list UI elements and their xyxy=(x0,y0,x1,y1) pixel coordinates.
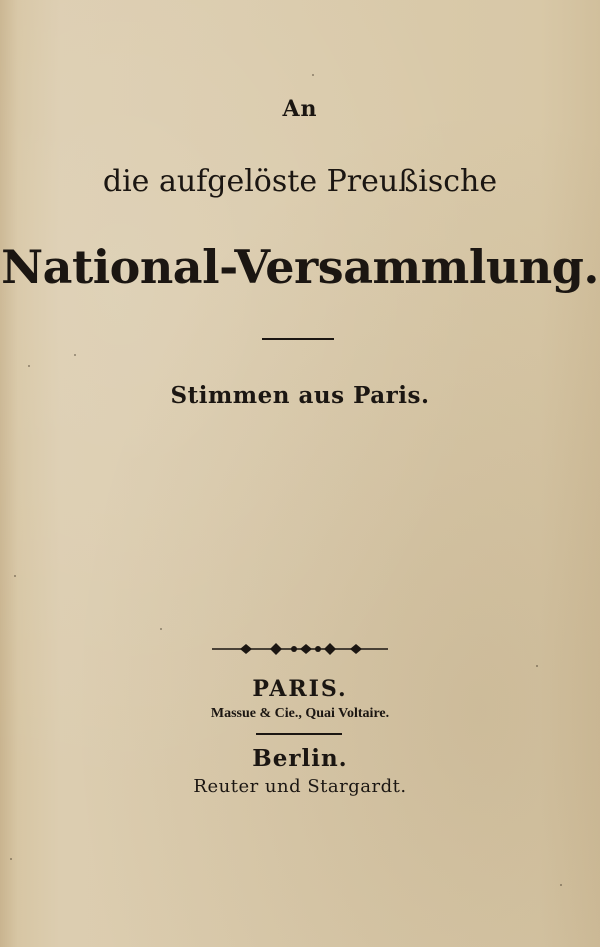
paper-speck xyxy=(14,575,16,577)
paper-speck xyxy=(74,354,76,356)
heading-subtitle: die aufgelöste Preußische xyxy=(102,164,498,199)
main-title: National-Versammlung. xyxy=(1,240,599,294)
imprint-city-berlin: Berlin. xyxy=(252,745,348,772)
imprint-publisher-berlin: Reuter und Stargardt. xyxy=(193,776,407,797)
paper-speck xyxy=(560,884,562,886)
divider-rule-mid xyxy=(256,733,342,735)
imprint-city-paris: PARIS. xyxy=(252,676,348,702)
paper-speck xyxy=(160,628,162,630)
paper-speck xyxy=(28,365,30,367)
imprint-publisher-paris: Massue & Cie., Quai Voltaire. xyxy=(210,706,390,721)
paper-speck xyxy=(312,74,314,76)
voices-line: Stimmen aus Paris. xyxy=(170,382,430,409)
ornament-divider xyxy=(210,640,390,658)
paper-speck xyxy=(536,665,538,667)
heading-an: An xyxy=(282,96,318,122)
divider-rule-top xyxy=(262,338,334,340)
paper-speck xyxy=(10,858,12,860)
